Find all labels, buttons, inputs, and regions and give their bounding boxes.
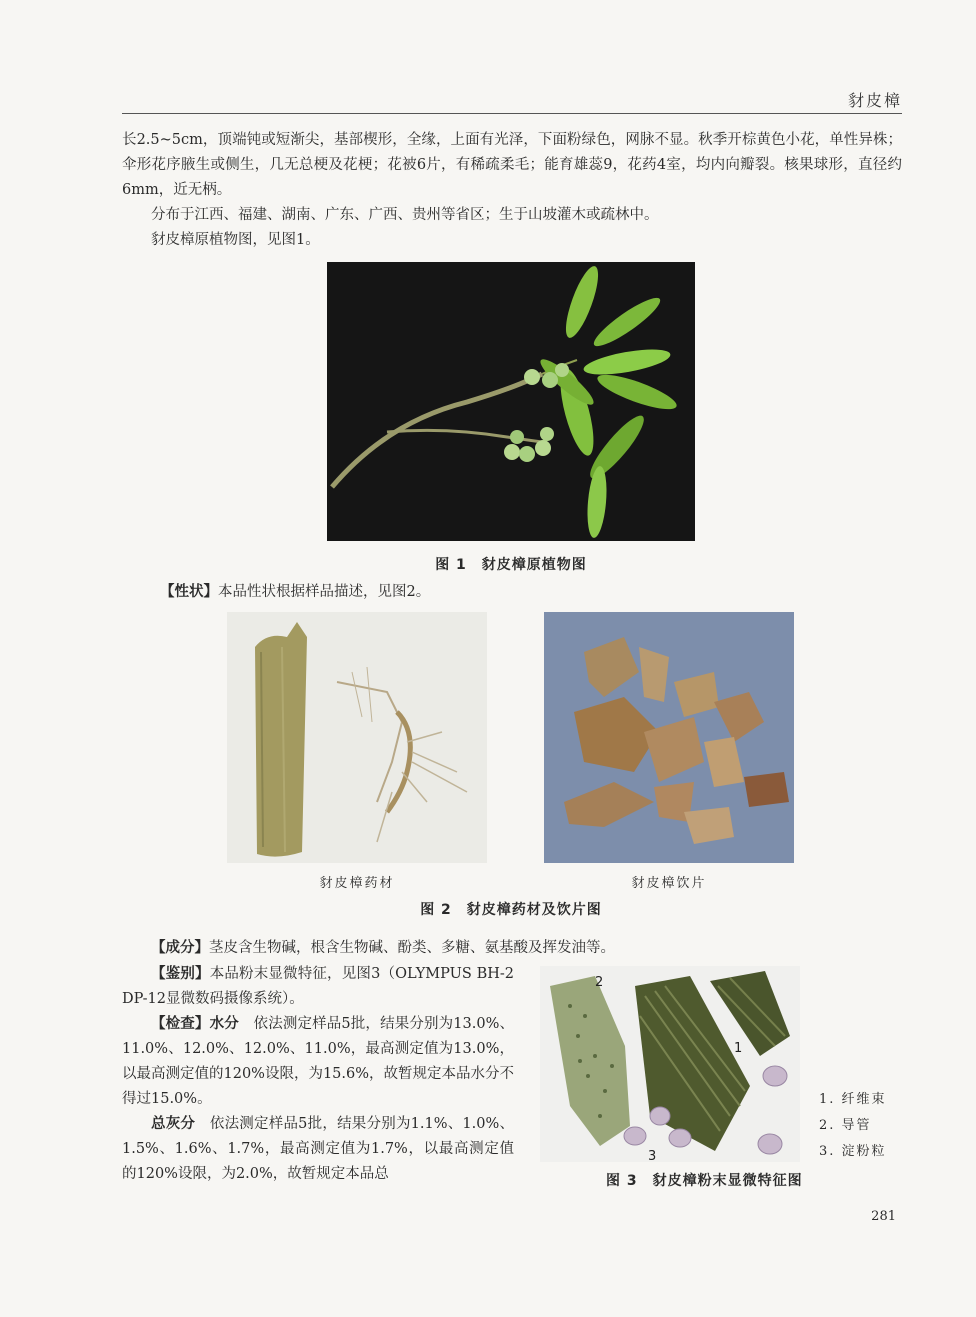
- running-header: 豺皮樟: [847, 91, 902, 110]
- decoction-pieces-illustration: [544, 612, 794, 863]
- crude-drug-label: 豺皮樟药材: [319, 876, 395, 891]
- legend-starch-grain: 3. 淀粉粒: [819, 1144, 887, 1159]
- decoction-pieces-label: 豺皮樟饮片: [631, 876, 707, 891]
- chengfen-paragraph: [122, 936, 902, 961]
- water-text: 依法测定样品5批，结果分别为13.0%、11.0%、12.0%、12.0%、11.0%，最高测定值为13.0%，以最高测定值的120%设限，为15.6%，故暂规定本品水分不得过15.0%。: [122, 1016, 515, 1107]
- crude-drug-photo: [227, 612, 487, 863]
- figure3-mark-3: 3: [648, 1149, 657, 1162]
- legend-fiber-bundle: 1. 纤维束: [819, 1092, 887, 1107]
- water-subheading: 水分: [209, 1016, 239, 1032]
- figure3-caption: 图 3 豺皮樟粉末显微特征图: [606, 1173, 803, 1189]
- header-rule: [122, 113, 902, 114]
- jiancha-water-paragraph: [122, 1012, 514, 1112]
- xingzhuang-paragraph: [160, 580, 902, 605]
- ash-text: 依法测定样品5批，结果分别为1.1%、1.0%、1.5%、1.6%、1.7%，最高测定值为1.7%，以最高测定值的120%设限，为2.0%，故暂规定本品总: [122, 1116, 514, 1182]
- jiancha-label: 【检查】: [151, 1016, 210, 1032]
- figure-reference-paragraph: 豺皮樟原植物图，见图1。: [151, 232, 320, 248]
- xingzhuang-text: 本品性状根据样品描述，见图2。: [218, 584, 431, 600]
- plant-illustration: [327, 262, 695, 541]
- jianbie-paragraph: [122, 962, 514, 1012]
- xingzhuang-label: 【性状】: [160, 584, 218, 600]
- ash-subheading: 总灰分: [151, 1116, 196, 1132]
- jiancha-ash-paragraph: [122, 1112, 514, 1187]
- chengfen-label: 【成分】: [151, 940, 209, 956]
- chengfen-text: 茎皮含生物碱，根含生物碱、酚类、多糖、氨基酸及挥发油等。: [209, 940, 615, 956]
- plant-photo: [327, 262, 695, 541]
- distribution-paragraph: 分布于江西、福建、湖南、广东、广西、贵州等省区；生于山坡灌木或疏林中。: [151, 207, 659, 223]
- figure3-mark-2: 2: [595, 975, 604, 990]
- jianbie-label: 【鉴别】: [151, 966, 210, 982]
- decoction-pieces-photo: [544, 612, 794, 863]
- page-number: 281: [871, 1209, 896, 1224]
- microscopy-photo: [540, 966, 800, 1162]
- legend-vessel: 2. 导管: [819, 1118, 872, 1133]
- jianbie-text: 本品粉末显微特征，见图3（OLYMPUS BH-2 DP-12显微数码摄像系统）。: [122, 966, 515, 1007]
- description-paragraph: 长2.5~5cm，顶端钝或短渐尖，基部楔形，全缘，上面有光泽，下面粉绿色，网脉不显。秋季开棕黄色小花，单性异株；伞形花序腋生或侧生，几无总梗及花梗；花被6片，有稀疏柔毛；能育雄蕊9，花药4室，均内向瓣裂。核果球形，直径约6mm，近无柄。: [122, 132, 902, 198]
- microscopy-illustration: [540, 966, 800, 1162]
- figure3-mark-1: 1: [734, 1041, 743, 1056]
- figure1-caption: 图 1 豺皮樟原植物图: [435, 557, 587, 573]
- crude-drug-illustration: [227, 612, 487, 863]
- figure2-caption: 图 2 豺皮樟药材及饮片图: [420, 902, 602, 918]
